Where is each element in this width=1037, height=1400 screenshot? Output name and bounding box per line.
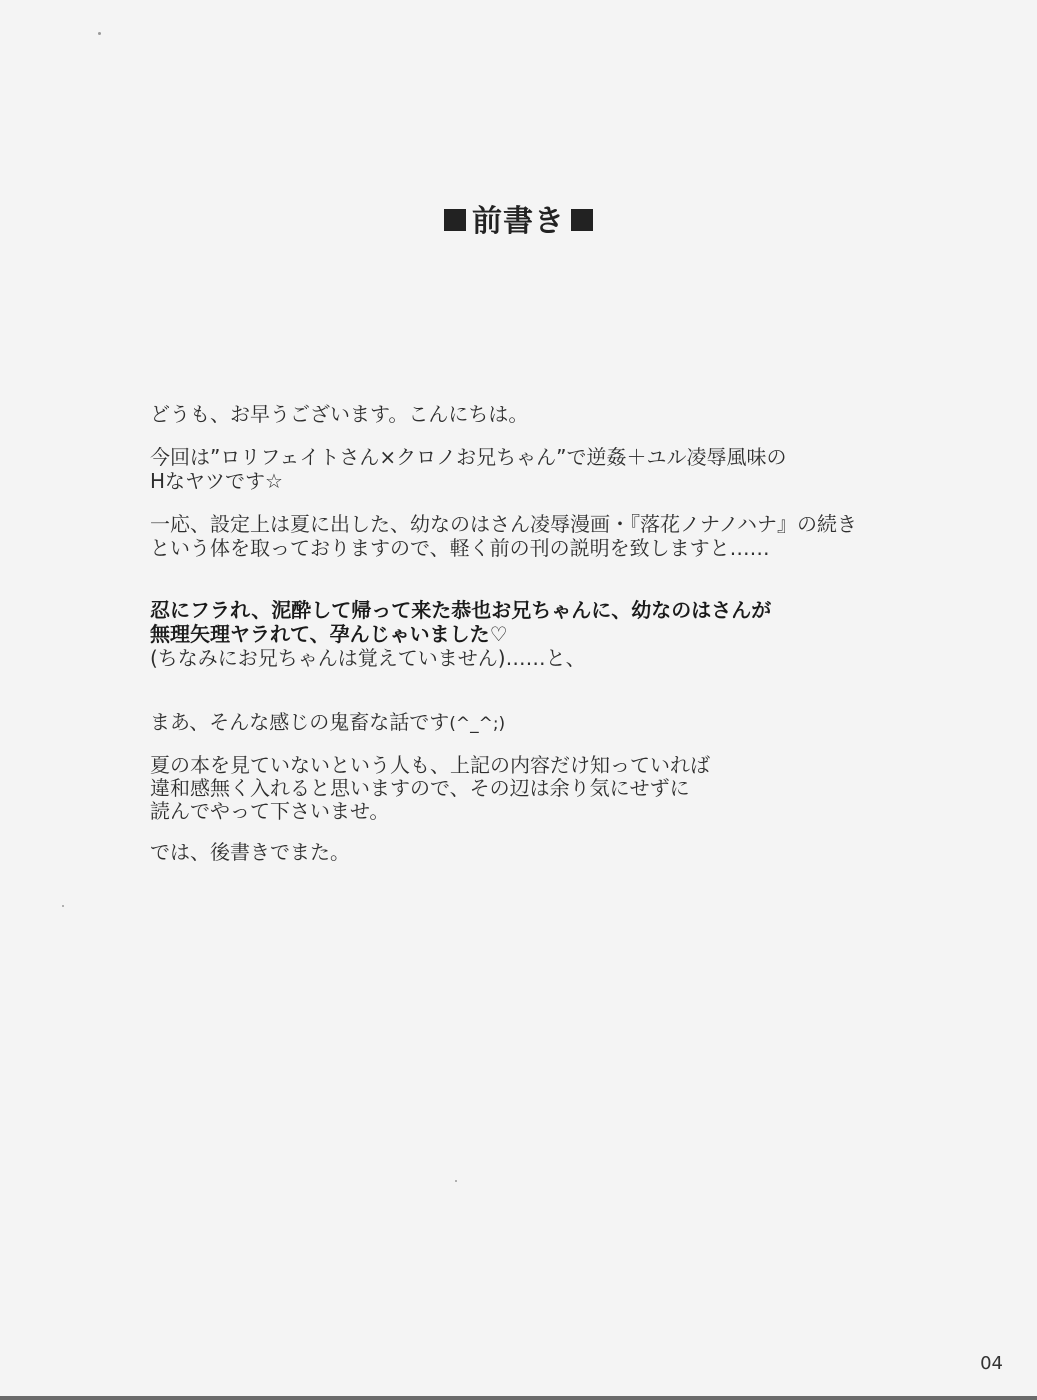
paper-speck: [62, 905, 64, 907]
black-square-icon: [444, 209, 466, 231]
setting-line-2: という体を取っておりますので、軽く前の刊の説明を致しますと……: [150, 536, 770, 560]
intro-line-2: Hなヤツです☆: [150, 469, 283, 493]
setting-line-1: 一応、設定上は夏に出した、幼なのはさん凌辱漫画・『落花ノナノハナ』の続き: [150, 512, 857, 536]
reader-line-3: 読んでやって下さいませ。: [150, 799, 390, 823]
intro-line-1: 今回は”ロリフェイトさん×クロノお兄ちゃん”で逆姦＋ユル凌辱風味の: [150, 445, 787, 469]
reader-line-1: 夏の本を見ていないという人も、上記の内容だけ知っていれば: [150, 753, 710, 777]
paper-speck: [98, 32, 101, 35]
reader-line-2: 違和感無く入れると思いますので、その辺は余り気にせずに: [150, 776, 690, 800]
summary-note: (ちなみにお兄ちゃんは覚えていません)……と、: [150, 646, 586, 670]
closing-line: では、後書きでまた。: [150, 840, 350, 864]
greeting-line: どうも、お早うございます。こんにちは。: [150, 402, 529, 426]
story-text: まあ、そんな感じの鬼畜な話です: [150, 710, 450, 734]
heading-text: 前書き: [472, 204, 565, 239]
page-number: 04: [980, 1353, 1003, 1374]
black-square-icon: [571, 209, 593, 231]
page-heading: [0, 196, 1037, 240]
emoticon: (^_^;): [449, 714, 506, 734]
summary-line-1: 忍にフラれ、泥酔して帰って来た恭也お兄ちゃんに、幼なのはさんが: [150, 598, 772, 622]
scan-bottom-edge: [0, 1396, 1037, 1400]
paper-speck: [455, 1180, 457, 1182]
story-line: [150, 710, 505, 736]
summary-line-2: 無理矢理ヤラれて、孕んじゃいました♡: [150, 622, 508, 646]
